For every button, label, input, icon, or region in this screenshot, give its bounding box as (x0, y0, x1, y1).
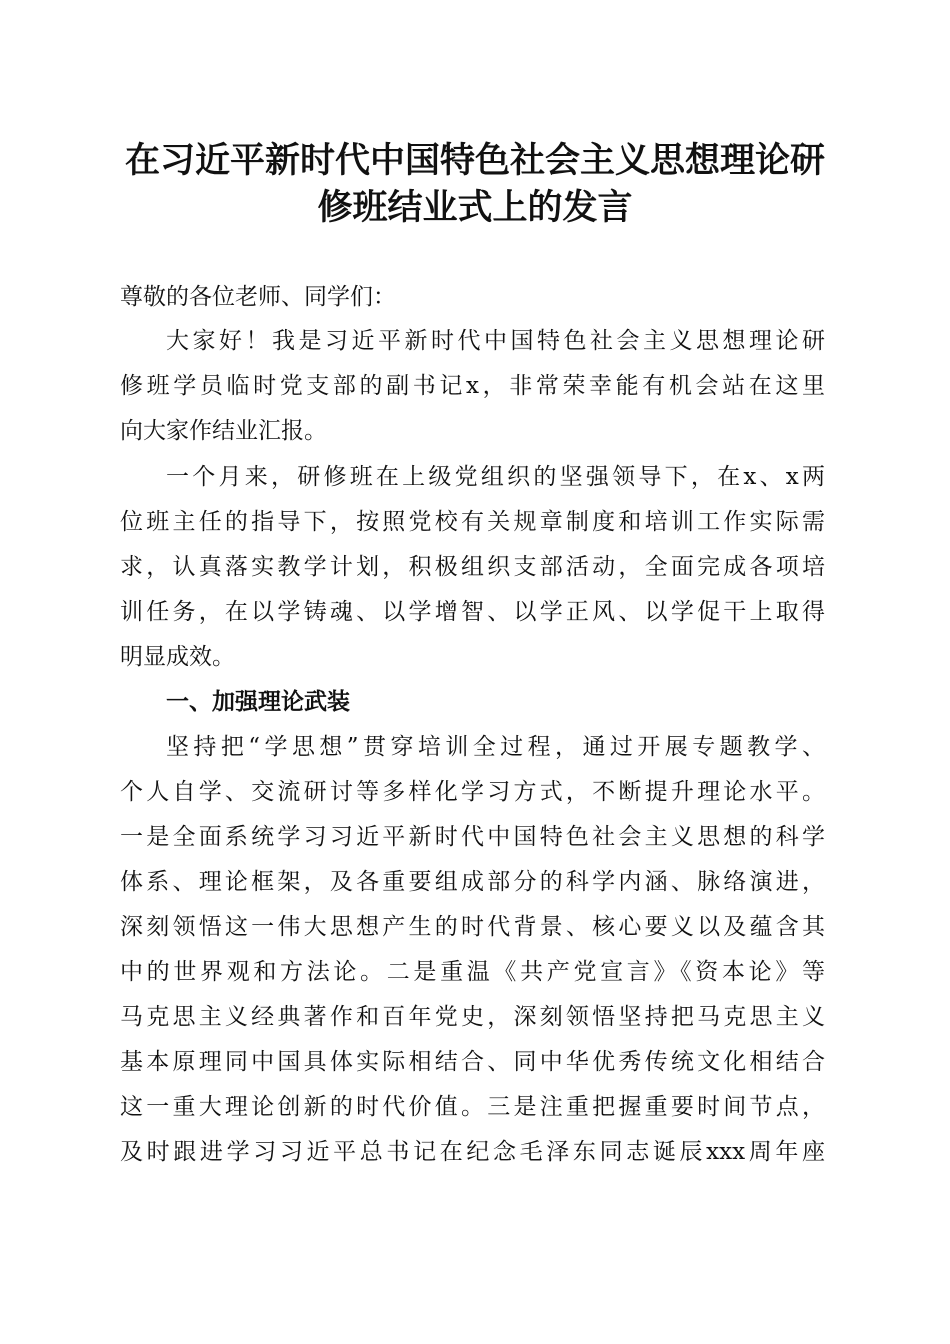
paragraph-3-line-6: 中的世界观和方法论。二是重温《共产党宣言》《资本论》等 (120, 959, 825, 985)
salutation: 尊敬的各位老师、同学们： (120, 284, 396, 310)
paragraph-1-line-3: 向大家作结业汇报。 (120, 418, 327, 444)
paragraph-3-line-3: 一是全面系统学习习近平新时代中国特色社会主义思想的科学 (120, 824, 825, 850)
paragraph-3-line-5: 深刻领悟这一伟大思想产生的时代背景、核心要义以及蕴含其 (120, 914, 825, 940)
section-1-heading: 一、加强理论武装 (166, 689, 350, 715)
paragraph-1-line-2: 修班学员临时党支部的副书记x，非常荣幸能有机会站在这里 (120, 373, 825, 399)
paragraph-3-line-2: 个人自学、交流研讨等多样化学习方式，不断提升理论水平。 (120, 779, 825, 805)
paragraph-3-line-7: 马克思主义经典著作和百年党史，深刻领悟坚持把马克思主义 (120, 1004, 825, 1030)
paragraph-3-line-1: 坚持把“学思想”贯穿培训全过程，通过开展专题教学、 (166, 734, 825, 760)
paragraph-2-line-5: 明显成效。 (120, 644, 235, 670)
paragraph-1-line-1: 大家好！我是习近平新时代中国特色社会主义思想理论研 (166, 328, 825, 354)
paragraph-2-line-1: 一个月来，研修班在上级党组织的坚强领导下，在x、x两 (166, 464, 825, 490)
paragraph-2-line-4: 训任务，在以学铸魂、以学增智、以学正风、以学促干上取得 (120, 599, 825, 625)
paragraph-3-line-10: 及时跟进学习习近平总书记在纪念毛泽东同志诞辰xxx周年座 (120, 1139, 825, 1165)
document-title-line-2: 修班结业式上的发言 (317, 188, 633, 228)
paragraph-3-line-4: 体系、理论框架，及各重要组成部分的科学内涵、脉络演进， (120, 869, 825, 895)
paragraph-2-line-2: 位班主任的指导下，按照党校有关规章制度和培训工作实际需 (120, 509, 825, 535)
paragraph-2-line-3: 求，认真落实教学计划，积极组织支部活动，全面完成各项培 (120, 554, 825, 580)
paragraph-3-line-9: 这一重大理论创新的时代价值。三是注重把握重要时间节点， (120, 1094, 825, 1120)
document-title-line-1: 在习近平新时代中国特色社会主义思想理论研 (124, 141, 825, 181)
paragraph-3-line-8: 基本原理同中国具体实际相结合、同中华优秀传统文化相结合 (120, 1049, 825, 1075)
